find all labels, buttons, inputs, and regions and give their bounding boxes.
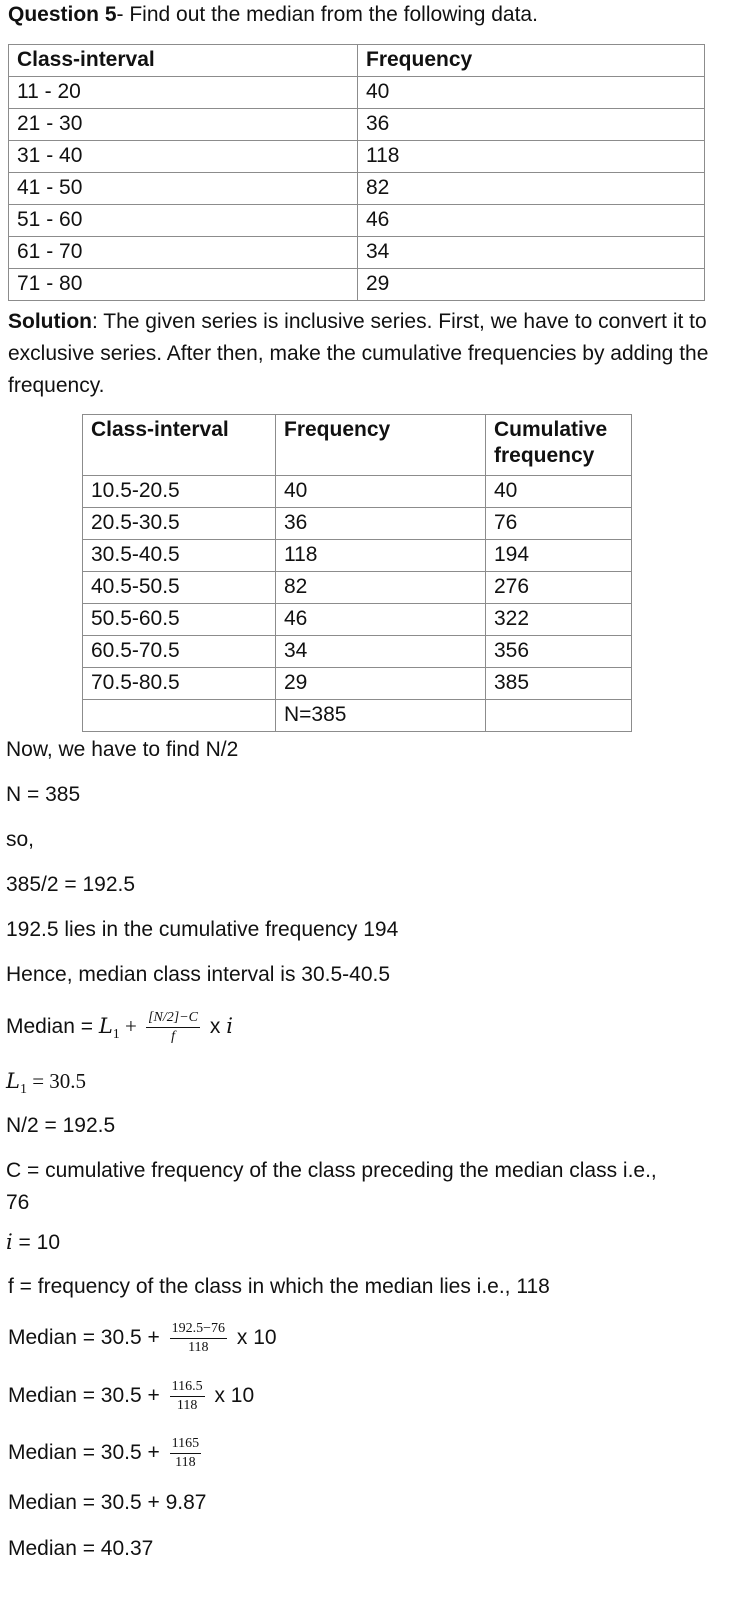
fraction-denominator: 118	[176, 1397, 198, 1413]
step-text: Hence, median class interval is 30.5-40.5	[6, 963, 391, 986]
step-text: C = cumulative frequency of the class preceding the median class i.e.,	[6, 1159, 657, 1182]
table-cell: 31 - 40	[9, 141, 358, 173]
solution-paragraph	[8, 306, 724, 402]
table-row	[9, 237, 705, 269]
table-cell: 82	[276, 572, 486, 604]
l1-sub: 1	[19, 1082, 27, 1098]
table-cell: 46	[276, 604, 486, 636]
median-fraction	[170, 1435, 201, 1472]
table-row	[83, 572, 632, 604]
column-header: Class-interval	[9, 45, 358, 77]
table-cell: 194	[486, 540, 632, 572]
table-cell: 40	[486, 476, 632, 508]
table-row	[83, 476, 632, 508]
table-cell: 61 - 70	[9, 237, 358, 269]
table-row	[9, 205, 705, 237]
column-header: Frequency	[358, 45, 705, 77]
formula-sub: 1	[112, 1027, 120, 1043]
column-header: Frequency	[276, 415, 486, 476]
formula-i: i	[226, 1014, 233, 1038]
step-text: so,	[6, 828, 35, 851]
step-text: f = frequency of the class in which the median lies i.e., 118	[8, 1275, 550, 1298]
median-fraction	[170, 1320, 227, 1357]
median-fraction	[170, 1378, 205, 1415]
median-suffix: x 10	[231, 1326, 277, 1349]
step-text: Now, we have to find N/2	[6, 738, 239, 761]
table-cell: 118	[358, 141, 705, 173]
column-header: Cumulative frequency	[486, 415, 632, 476]
table-total-row	[83, 700, 632, 732]
table-row	[83, 668, 632, 700]
table-cell: 70.5-80.5	[83, 668, 276, 700]
table-cell: 30.5-40.5	[83, 540, 276, 572]
table-cell: 29	[276, 668, 486, 700]
table-row	[83, 508, 632, 540]
table-cell: 276	[486, 572, 632, 604]
question-text: - Find out the median from the following data.	[116, 3, 538, 26]
formula-prefix: Median =	[6, 1015, 99, 1038]
l1-value: = 30.5	[26, 1069, 87, 1093]
fraction-denominator: 118	[188, 1339, 209, 1355]
median-step-2	[8, 1376, 254, 1416]
median-prefix: Median = 30.5 +	[8, 1384, 166, 1407]
median-step-1	[8, 1318, 277, 1358]
table-cell: 36	[276, 508, 486, 540]
formula-suffix: x	[204, 1015, 227, 1038]
l1-symbol: L	[6, 1069, 20, 1093]
table-header-row	[83, 415, 632, 476]
table-cell: 21 - 30	[9, 109, 358, 141]
step-text: N = 385	[6, 783, 81, 806]
fraction-denominator: f	[171, 1028, 176, 1044]
table-cell: 76	[486, 508, 632, 540]
median-prefix: Median = 30.5 +	[8, 1326, 166, 1349]
table-cell: 118	[276, 540, 486, 572]
i-line	[6, 1229, 60, 1256]
median-suffix: x 10	[208, 1384, 255, 1407]
i-symbol: i	[6, 1230, 13, 1254]
data-table	[8, 44, 705, 301]
table-cell: 51 - 60	[9, 205, 358, 237]
fraction-numerator: [N/2]−C	[146, 1009, 200, 1028]
table-row	[9, 109, 705, 141]
table-cell: 10.5-20.5	[83, 476, 276, 508]
step-text: 192.5 lies in the cumulative frequency 194	[6, 918, 399, 941]
median-formula	[6, 1006, 233, 1055]
table-cell: 40	[358, 77, 705, 109]
table-cell: N=385	[276, 700, 486, 732]
median-result: Median = 40.37	[8, 1537, 154, 1560]
median-step-3	[8, 1433, 205, 1473]
formula-plus: +	[119, 1014, 143, 1038]
table-cell: 82	[358, 173, 705, 205]
step-text: 385/2 = 192.5	[6, 873, 136, 896]
solution-label: Solution	[8, 310, 92, 333]
step-text: 76	[6, 1191, 30, 1214]
table-cell: 322	[486, 604, 632, 636]
formula-fraction	[146, 1009, 200, 1046]
median-step-4: Median = 30.5 + 9.87	[8, 1491, 207, 1514]
table-row	[9, 269, 705, 301]
table-cell: 356	[486, 636, 632, 668]
cumulative-table	[82, 414, 632, 732]
fraction-denominator: 118	[175, 1454, 196, 1470]
table-header-row	[9, 45, 705, 77]
solution-text: : The given series is inclusive series. First, we have to convert it to exclusive series. After then, make the cumulative frequencies by adding the frequency.	[8, 310, 709, 397]
table-row	[9, 77, 705, 109]
question-label: Question 5	[8, 3, 117, 26]
table-cell: 46	[358, 205, 705, 237]
formula-l: L	[98, 1014, 113, 1038]
fraction-numerator: 1165	[170, 1435, 201, 1454]
table-cell: 20.5-30.5	[83, 508, 276, 540]
table-cell: 40	[276, 476, 486, 508]
table-row	[83, 636, 632, 668]
table-row	[83, 604, 632, 636]
table-cell	[83, 700, 276, 732]
table-row	[83, 540, 632, 572]
table-cell: 41 - 50	[9, 173, 358, 205]
table-cell: 34	[358, 237, 705, 269]
l1-line	[6, 1068, 86, 1103]
table-cell: 40.5-50.5	[83, 572, 276, 604]
step-text: N/2 = 192.5	[6, 1114, 116, 1137]
table-cell: 29	[358, 269, 705, 301]
table-cell: 60.5-70.5	[83, 636, 276, 668]
table-cell: 71 - 80	[9, 269, 358, 301]
table-cell: 11 - 20	[9, 77, 358, 109]
table-row	[9, 141, 705, 173]
table-cell: 50.5-60.5	[83, 604, 276, 636]
fraction-numerator: 116.5	[170, 1378, 205, 1397]
question-heading	[8, 2, 538, 28]
table-cell: 36	[358, 109, 705, 141]
table-row	[9, 173, 705, 205]
fraction-numerator: 192.5−76	[170, 1320, 227, 1339]
i-value: = 10	[12, 1231, 61, 1254]
table-cell	[486, 700, 632, 732]
table-cell: 34	[276, 636, 486, 668]
table-cell: 385	[486, 668, 632, 700]
median-prefix: Median = 30.5 +	[8, 1441, 166, 1464]
column-header: Class-interval	[83, 415, 276, 476]
